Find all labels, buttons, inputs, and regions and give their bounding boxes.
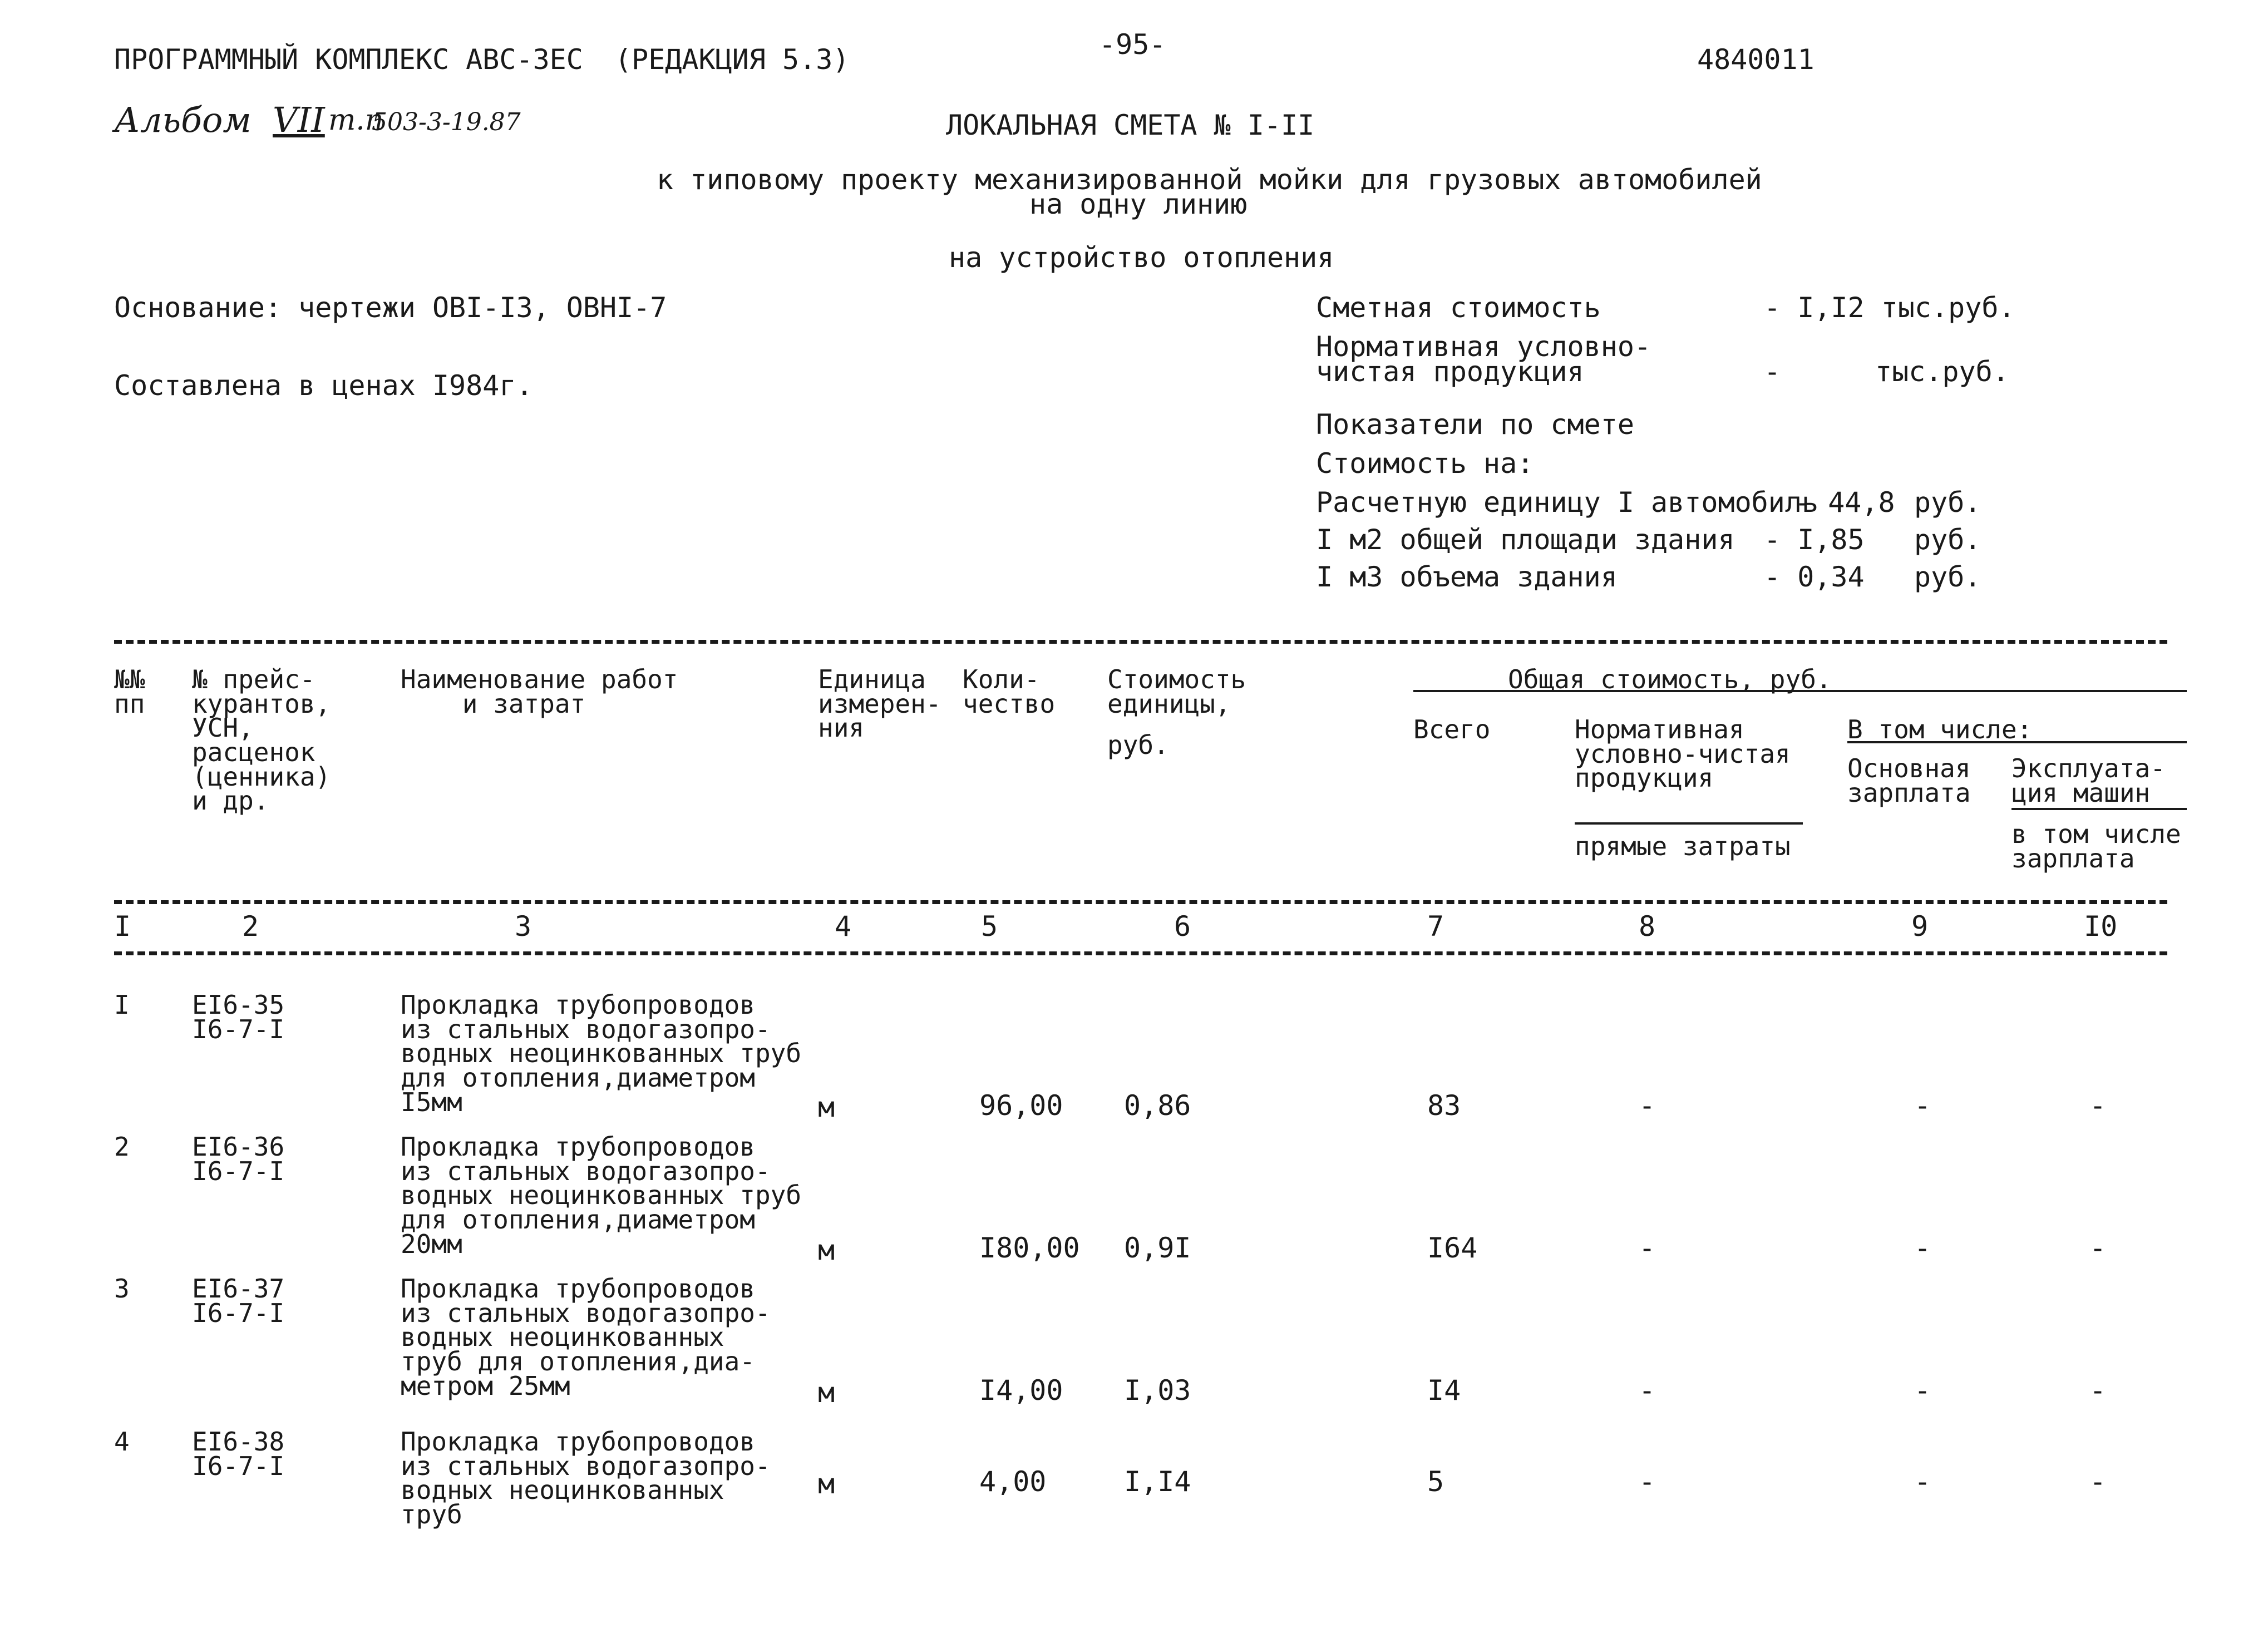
col-header-machines: Эксплуата- ция машин	[2011, 753, 2166, 808]
row-quantity: I80,00	[979, 1232, 1080, 1264]
row-normative: -	[1639, 1466, 1656, 1498]
row-unit: м	[818, 1376, 835, 1409]
col-header-direct-costs: прямые затраты	[1575, 831, 1791, 861]
col-header-unit-price-currency: руб.	[1107, 730, 1169, 760]
column-number: 8	[1639, 910, 1656, 943]
including-group-header: В том числе:	[1847, 714, 2033, 744]
document-code: 4840011	[1697, 43, 1815, 76]
price-year-text: Составлена в ценах I984г.	[114, 369, 533, 402]
row-number: 2	[114, 1132, 130, 1162]
row-code: EI6-35 I6-7-I	[192, 990, 285, 1044]
column-number: 7	[1427, 910, 1444, 943]
column-number: 4	[835, 910, 852, 943]
machines-underline	[2011, 808, 2187, 810]
per-m2-label: I м2 общей площади здания	[1316, 524, 1735, 556]
row-name: Прокладка трубопроводов из стальных водогазопро- водных неоцинкованных труб для отопления,диаметром I5мм	[401, 990, 802, 1117]
row-unit-price: 0,9I	[1124, 1232, 1191, 1264]
column-numbers-divider	[114, 951, 2167, 955]
column-number: 9	[1911, 910, 1929, 943]
row-name: Прокладка трубопроводов из стальных водогазопро- водных неоцинкованных труб для отопления,диаметром 20мм	[401, 1132, 802, 1259]
per-unit-label: Расчетную единицу I автомобиль	[1316, 486, 1819, 519]
row-unit-price: 0,86	[1124, 1089, 1191, 1122]
column-number: I0	[2084, 910, 2118, 943]
per-m3-unit: руб.	[1914, 561, 1981, 593]
normative-unit: тыс.руб.	[1875, 356, 2009, 388]
column-number: 3	[515, 910, 532, 943]
col-header-normative: Нормативная условно-чистая продукция	[1575, 714, 1791, 793]
total-cost-underline	[1413, 690, 2187, 692]
row-quantity: I4,00	[979, 1374, 1063, 1407]
program-name: ПРОГРАММНЫЙ КОМПЛЕКС АВС-ЗЕС	[114, 43, 583, 76]
column-number: 5	[981, 910, 998, 943]
row-machines: -	[2089, 1232, 2107, 1264]
col-header-unit: Единица измерен- ния	[818, 664, 941, 743]
row-base-salary: -	[1914, 1089, 1931, 1122]
including-underline	[1847, 741, 2187, 743]
total-cost-group-header: Общая стоимость, руб.	[1508, 664, 1832, 694]
per-m3-value: - 0,34	[1764, 561, 1865, 593]
row-quantity: 96,00	[979, 1089, 1063, 1122]
edition: (РЕДАКЦИЯ 5.3)	[615, 43, 850, 76]
row-total: 83	[1427, 1089, 1461, 1122]
row-code: EI6-36 I6-7-I	[192, 1132, 285, 1186]
col-header-code: № прейс- курантов, УСН, расценок (ценника) и др.	[192, 664, 331, 816]
per-unit-unit: руб.	[1914, 486, 1981, 519]
estimated-cost-label: Сметная стоимость	[1316, 292, 1601, 324]
row-normative: -	[1639, 1374, 1656, 1407]
estimate-title: ЛОКАЛЬНАЯ СМЕТА № I-II	[946, 109, 1315, 141]
row-machines: -	[2089, 1374, 2107, 1407]
normative-dash: -	[1764, 356, 1781, 388]
album-tp: т.п	[328, 103, 384, 137]
column-number: I	[114, 910, 131, 943]
row-unit: м	[818, 1091, 835, 1123]
col-header-unit-price: Стоимость единицы,	[1107, 664, 1246, 719]
col-header-name: Наименование работ и затрат	[401, 664, 678, 719]
header-bottom-divider	[114, 900, 2167, 904]
per-m2-unit: руб.	[1914, 524, 1981, 556]
row-normative: -	[1639, 1232, 1656, 1264]
estimated-cost-value: - I,I2 тыс.руб.	[1764, 292, 2015, 324]
title-line-3: на устройство отопления	[949, 241, 1334, 274]
title-line-1: к типовому проекту механизированной мойки для грузовых автомобилей	[657, 164, 1762, 196]
album-code: 503-3-19.87	[372, 108, 521, 136]
row-name: Прокладка трубопроводов из стальных водогазопро- водных неоцинкованных труб	[401, 1427, 771, 1530]
row-number: I	[114, 990, 130, 1020]
per-m2-value: - I,85	[1764, 524, 1865, 556]
column-number: 2	[242, 910, 259, 943]
page-number: -95-	[1099, 28, 1166, 61]
title-line-2: на одну линию	[1029, 188, 1248, 220]
indicators-heading: Показатели по смете	[1316, 408, 1634, 441]
row-name: Прокладка трубопроводов из стальных водогазопро- водных неоцинкованных труб для отопления,диа- метром 25мм	[401, 1274, 771, 1401]
row-base-salary: -	[1914, 1466, 1931, 1498]
row-total: 5	[1427, 1466, 1444, 1498]
row-total: I4	[1427, 1374, 1461, 1407]
column-number: 6	[1174, 910, 1191, 943]
row-total: I64	[1427, 1232, 1478, 1264]
basis-text: Основание: чертежи ОВI-I3, ОВНI-7	[114, 292, 667, 324]
row-unit-price: I,03	[1124, 1374, 1191, 1407]
col-header-machines-salary: в том числе зарплата	[2011, 819, 2181, 874]
normative-label-2: чистая продукция	[1316, 356, 1584, 388]
cost-on-heading: Стоимость на:	[1316, 447, 1534, 480]
row-unit: м	[818, 1234, 835, 1266]
normative-underline	[1575, 822, 1803, 825]
row-machines: -	[2089, 1089, 2107, 1122]
row-unit: м	[818, 1468, 835, 1500]
per-unit-value: - 44,8	[1794, 486, 1895, 519]
row-number: 3	[114, 1274, 130, 1304]
col-header-total: Всего	[1413, 714, 1491, 744]
album-label: Альбом	[114, 100, 252, 140]
row-number: 4	[114, 1427, 130, 1457]
col-header-num: №№ пп	[114, 664, 145, 719]
normative-label-1: Нормативная условно-	[1316, 330, 1651, 363]
row-base-salary: -	[1914, 1232, 1931, 1264]
per-m3-label: I м3 объема здания	[1316, 561, 1618, 593]
col-header-base-salary: Основная зарплата	[1847, 753, 1971, 808]
row-base-salary: -	[1914, 1374, 1931, 1407]
row-normative: -	[1639, 1089, 1656, 1122]
table-top-divider	[114, 640, 2167, 644]
row-quantity: 4,00	[979, 1466, 1047, 1498]
row-machines: -	[2089, 1466, 2107, 1498]
col-header-qty: Коли- чество	[963, 664, 1056, 719]
row-unit-price: I,I4	[1124, 1466, 1191, 1498]
row-code: EI6-37 I6-7-I	[192, 1274, 285, 1328]
album-volume: VII	[273, 100, 325, 140]
row-code: EI6-38 I6-7-I	[192, 1427, 285, 1481]
